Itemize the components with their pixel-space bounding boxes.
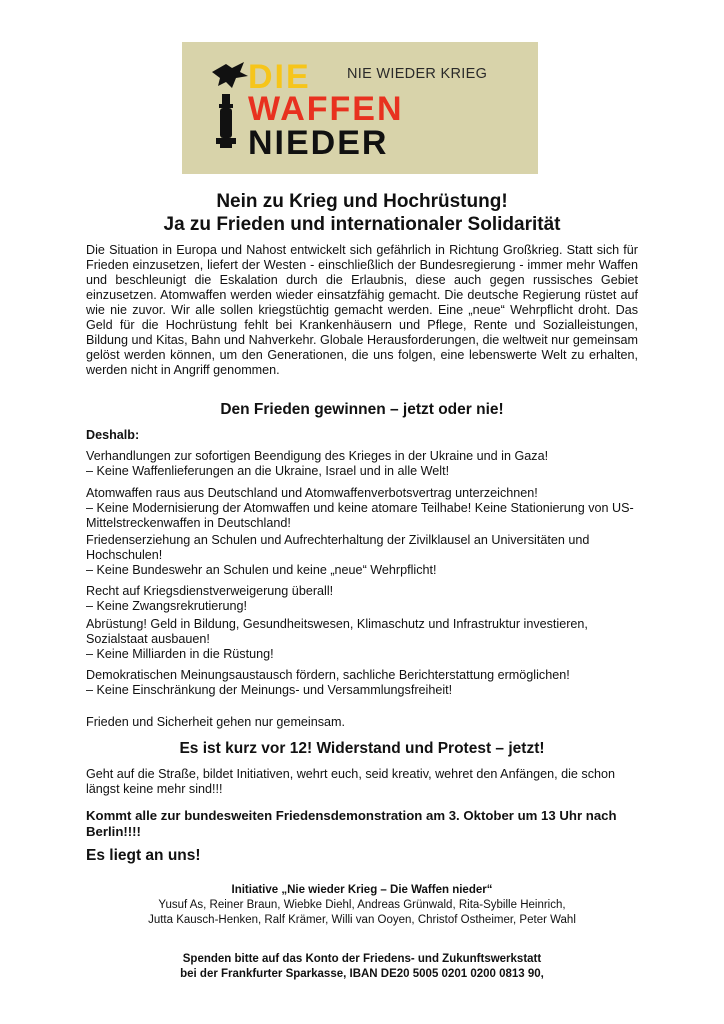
call-to-action: Geht auf die Straße, bildet Initiativen, wehrt euch, seid kreativ, wehret den Anfängen, die schon längst keine mehr sind!!! — [86, 767, 616, 797]
demand-6-sub: – Keine Einschränkung der Meinungs- und Versammlungsfreiheit! — [86, 683, 453, 698]
title-line-1: Nein zu Krieg und Hochrüstung! — [216, 191, 508, 212]
demand-4-sub: – Keine Zwangsrekrutierung! — [86, 599, 248, 614]
demand-4-main: Recht auf Kriegsdienstverweigerung überall! — [86, 584, 334, 598]
deshalb-label: Deshalb: — [86, 428, 140, 442]
demand-3 — [86, 533, 638, 579]
es-liegt-an-uns: Es liegt an uns! — [86, 847, 201, 864]
spenden-line-2: bei der Frankfurter Sparkasse, IBAN DE20 5005 0201 0200 0813 90, — [180, 968, 544, 980]
intro-paragraph: Die Situation in Europa und Nahost entwickelt sich gefährlich in Richtung Großkrieg. Statt sich für Frieden einzusetzen, liefert der Westen - einschließlich der Bundesregierung - immer mehr Waffen und beschleunigt die Eskalation durch die Erlaubnis, diese auch gegen russisches Gebiet einzusetzen. Atomwaffen werden wieder einsatzfähig gemacht. Die deutsche Regierung rüstet auf wie nie zuvor. Wir alle sollen kriegstüchtig gemacht werden. Eine „neue“ Wehrpflicht droht. Das Geld für die Hochrüstung fehlt bei Krankenhäusern und Pflege, Rente und Sozialleistungen, Bildung und Kitas, Bahn und Nahverkehr. Globale Herausforderungen, die weltweit nur gemeinsam gelöst werden können, um den Generationen, die uns folgen, eine lebenswerte Welt zu erhalten, werden nicht in Angriff genommen. — [86, 243, 638, 377]
demand-6 — [86, 668, 638, 698]
logo-die-text: DIE — [248, 58, 311, 96]
demand-5-main: Abrüstung! Geld in Bildung, Gesundheitswesen, Klimaschutz und Infrastruktur investieren, Sozialstaat ausbauen! — [86, 617, 588, 647]
demand-2-main: Atomwaffen raus aus Deutschland und Atomwaffenverbotsvertrag unterzeichnen! — [86, 486, 538, 500]
heading-protest: Es ist kurz vor 12! Widerstand und Protest – jetzt! — [179, 740, 545, 757]
heading-frieden: Den Frieden gewinnen – jetzt oder nie! — [220, 401, 504, 418]
demand-1-main: Verhandlungen zur sofortigen Beendigung des Krieges in der Ukraine und in Gaza! — [86, 449, 549, 463]
demand-3-main: Friedenserziehung an Schulen und Aufrechterhaltung der Zivilklausel an Universitäten und Hochschulen! — [86, 533, 590, 563]
demand-1 — [86, 449, 638, 479]
logo-nieder-text: NIEDER — [248, 124, 389, 162]
demand-4 — [86, 584, 638, 614]
gemeinsam-text: Frieden und Sicherheit gehen nur gemeinsam. — [86, 715, 346, 729]
demand-2-sub: – Keine Modernisierung der Atomwaffen und keine atomare Teilhabe! Keine Stationierung von US-Mittelstreckenwaffen in Deutschland! — [86, 501, 634, 531]
demand-5-sub: – Keine Milliarden in die Rüstung! — [86, 647, 274, 662]
initiative-names-1: Yusuf As, Reiner Braun, Wiebke Diehl, Andreas Grünwald, Rita-Sybille Heinrich, — [158, 899, 566, 911]
demand-6-main: Demokratischen Meinungsaustausch fördern, sachliche Berichterstattung ermöglichen! — [86, 668, 570, 682]
demand-1-sub: – Keine Waffenlieferungen an die Ukraine, Israel und in alle Welt! — [86, 464, 450, 479]
initiative-title: Initiative „Nie wieder Krieg – Die Waffen nieder“ — [231, 884, 493, 896]
initiative-names-2: Jutta Kausch-Henken, Ralf Krämer, Willi van Ooyen, Christof Ostheimer, Peter Wahl — [148, 914, 576, 926]
demand-3-sub: – Keine Bundeswehr an Schulen und keine „neue“ Wehrpflicht! — [86, 563, 437, 578]
logo-nie-wieder-krieg-text: NIE WIEDER KRIEG — [347, 66, 488, 82]
title-line-2: Ja zu Frieden und internationaler Solidarität — [163, 214, 561, 235]
demo-announcement: Kommt alle zur bundesweiten Friedensdemonstration am 3. Oktober um 13 Uhr nach Berlin!!!! — [86, 808, 617, 839]
spenden-line-1: Spenden bitte auf das Konto der Friedens- und Zukunftswerkstatt — [182, 953, 542, 965]
logo-waffen-text: WAFFEN — [248, 90, 404, 128]
logo-banner — [182, 42, 538, 174]
dove-icon — [212, 62, 248, 88]
bomb-icon — [216, 94, 236, 148]
demand-5 — [86, 617, 638, 663]
demand-2 — [86, 486, 638, 532]
